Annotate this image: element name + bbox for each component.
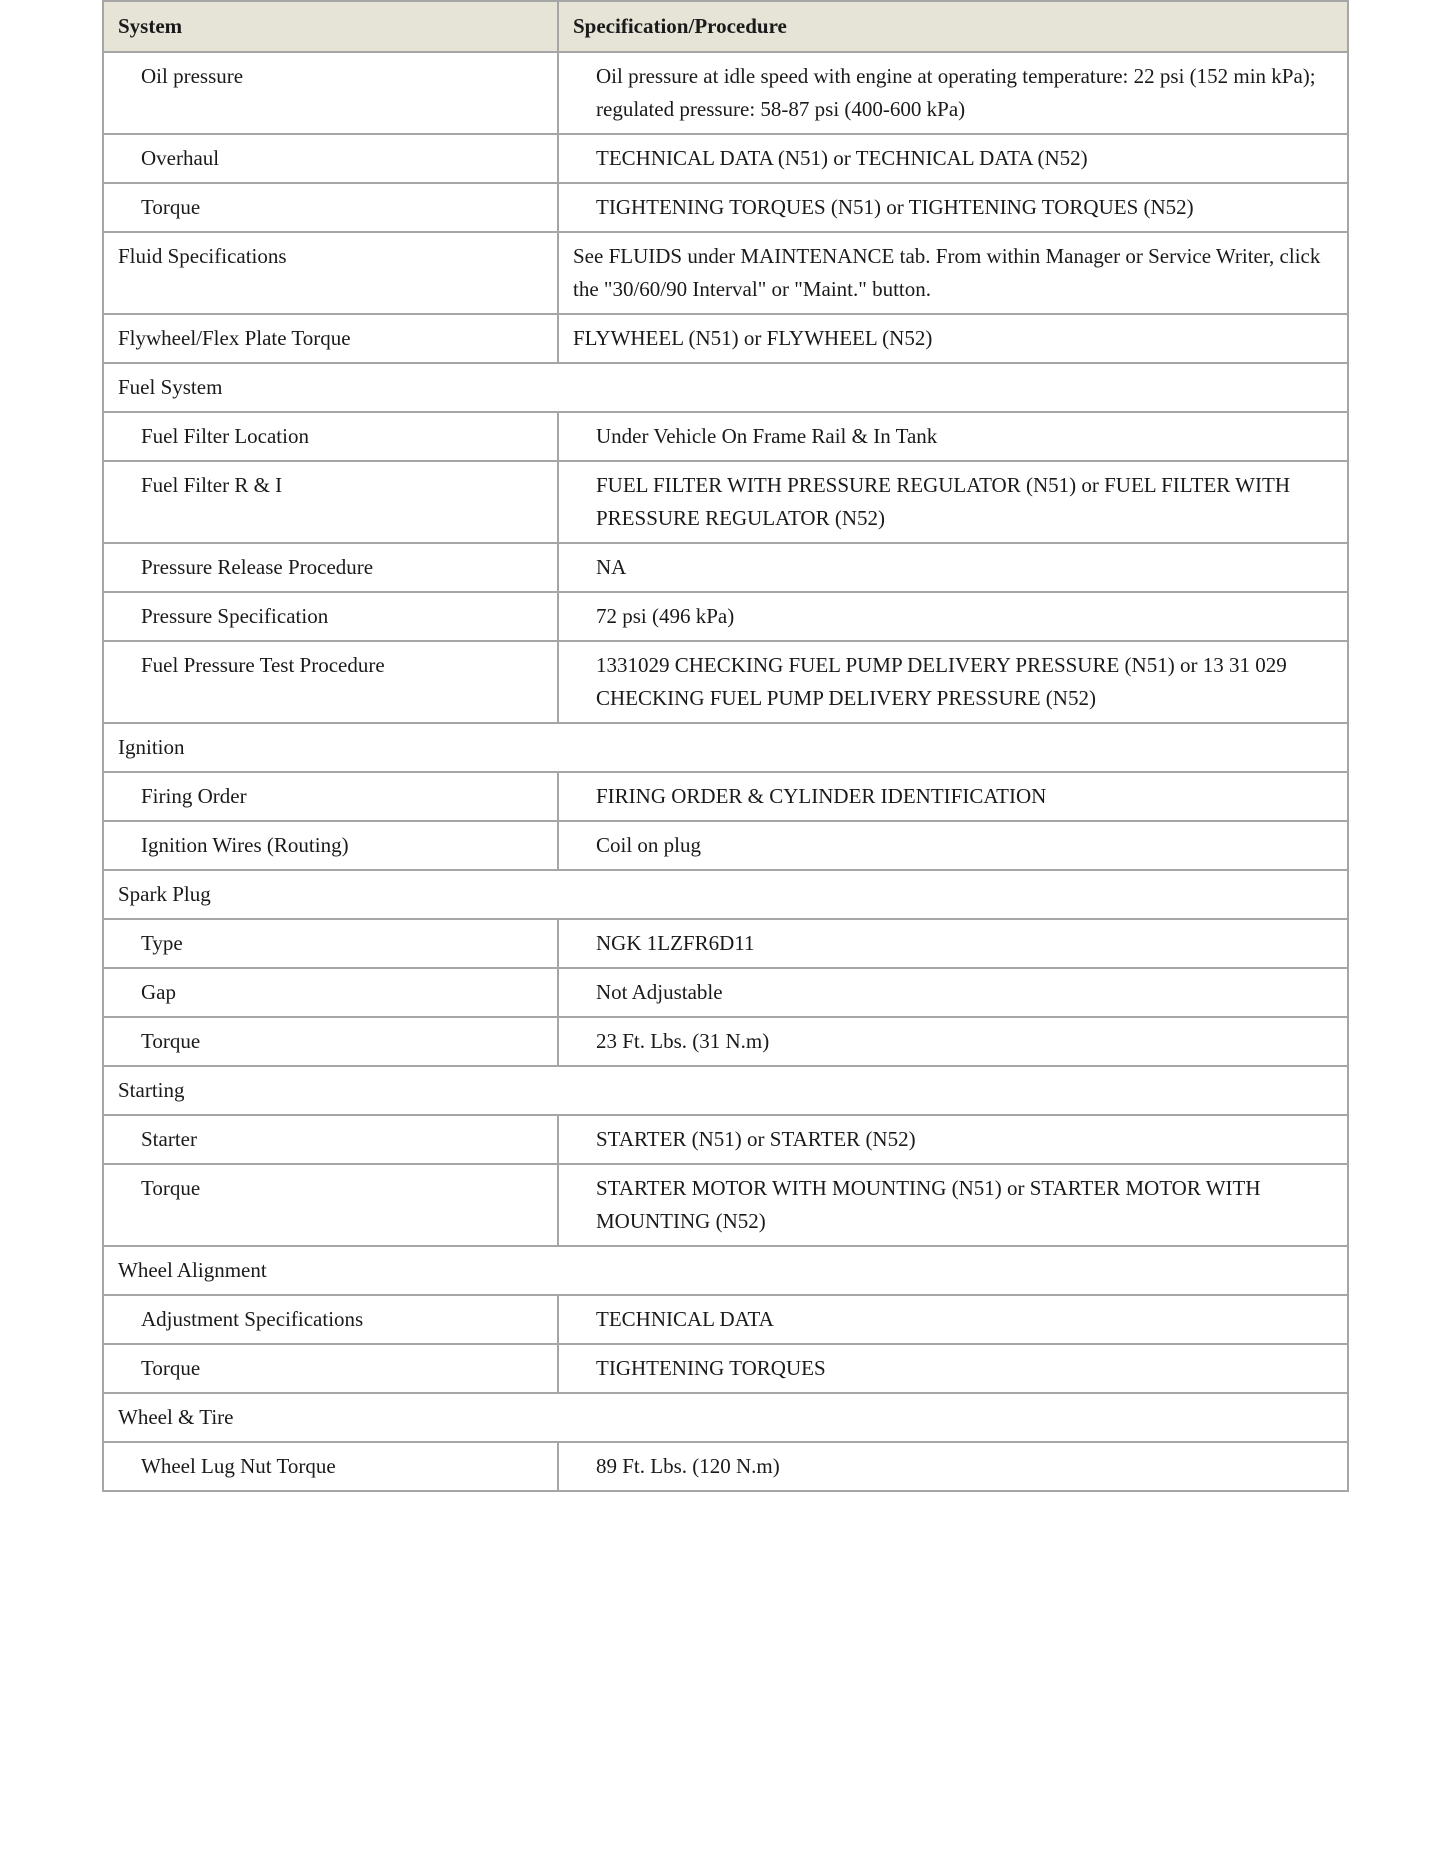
table-row bbox=[103, 821, 1348, 870]
section-heading: Wheel & Tire bbox=[103, 1393, 1348, 1442]
system-cell: Pressure Specification bbox=[103, 592, 558, 641]
section-row bbox=[103, 1066, 1348, 1115]
system-cell: Type bbox=[103, 919, 558, 968]
spec-cell: STARTER (N51) or STARTER (N52) bbox=[558, 1115, 1348, 1164]
table-row bbox=[103, 592, 1348, 641]
table-row bbox=[103, 1442, 1348, 1491]
spec-cell: Oil pressure at idle speed with engine at operating temperature: 22 psi (152 min kPa); regulated pressure: 58-87 psi (400-600 kPa) bbox=[558, 52, 1348, 134]
system-cell: Torque bbox=[103, 183, 558, 232]
system-cell: Fluid Specifications bbox=[103, 232, 558, 314]
table-row bbox=[103, 183, 1348, 232]
spec-cell: FIRING ORDER & CYLINDER IDENTIFICATION bbox=[558, 772, 1348, 821]
system-cell: Fuel Pressure Test Procedure bbox=[103, 641, 558, 723]
spec-cell: FLYWHEEL (N51) or FLYWHEEL (N52) bbox=[558, 314, 1348, 363]
section-heading: Ignition bbox=[103, 723, 1348, 772]
section-row bbox=[103, 870, 1348, 919]
table-row bbox=[103, 412, 1348, 461]
spec-cell: TIGHTENING TORQUES (N51) or TIGHTENING TORQUES (N52) bbox=[558, 183, 1348, 232]
spec-cell: TECHNICAL DATA (N51) or TECHNICAL DATA (N52) bbox=[558, 134, 1348, 183]
system-cell: Fuel Filter Location bbox=[103, 412, 558, 461]
table-row bbox=[103, 772, 1348, 821]
system-cell: Flywheel/Flex Plate Torque bbox=[103, 314, 558, 363]
spec-cell: FUEL FILTER WITH PRESSURE REGULATOR (N51) or FUEL FILTER WITH PRESSURE REGULATOR (N52) bbox=[558, 461, 1348, 543]
section-heading: Spark Plug bbox=[103, 870, 1348, 919]
table-row bbox=[103, 543, 1348, 592]
section-row bbox=[103, 1246, 1348, 1295]
system-cell: Torque bbox=[103, 1344, 558, 1393]
system-cell: Gap bbox=[103, 968, 558, 1017]
section-row bbox=[103, 723, 1348, 772]
system-cell: Firing Order bbox=[103, 772, 558, 821]
system-cell: Pressure Release Procedure bbox=[103, 543, 558, 592]
table-row bbox=[103, 641, 1348, 723]
table-row bbox=[103, 52, 1348, 134]
table-row bbox=[103, 968, 1348, 1017]
system-cell: Torque bbox=[103, 1164, 558, 1246]
spec-cell: 23 Ft. Lbs. (31 N.m) bbox=[558, 1017, 1348, 1066]
system-cell: Starter bbox=[103, 1115, 558, 1164]
spec-cell: NGK 1LZFR6D11 bbox=[558, 919, 1348, 968]
spec-cell: Not Adjustable bbox=[558, 968, 1348, 1017]
specification-table bbox=[102, 0, 1349, 1492]
spec-cell: STARTER MOTOR WITH MOUNTING (N51) or STARTER MOTOR WITH MOUNTING (N52) bbox=[558, 1164, 1348, 1246]
table-row bbox=[103, 1344, 1348, 1393]
spec-cell: TIGHTENING TORQUES bbox=[558, 1344, 1348, 1393]
system-cell: Torque bbox=[103, 1017, 558, 1066]
table-header bbox=[103, 1, 1348, 52]
table-row bbox=[103, 919, 1348, 968]
table-row bbox=[103, 461, 1348, 543]
spec-cell: 1331029 CHECKING FUEL PUMP DELIVERY PRESSURE (N51) or 13 31 029 CHECKING FUEL PUMP DELIVERY PRESSURE (N52) bbox=[558, 641, 1348, 723]
table-row bbox=[103, 1295, 1348, 1344]
spec-cell: Coil on plug bbox=[558, 821, 1348, 870]
spec-cell: See FLUIDS under MAINTENANCE tab. From within Manager or Service Writer, click the "30/60/90 Interval" or "Maint." button. bbox=[558, 232, 1348, 314]
table-row bbox=[103, 134, 1348, 183]
table-row bbox=[103, 1164, 1348, 1246]
header-system: System bbox=[103, 1, 558, 52]
spec-cell: 89 Ft. Lbs. (120 N.m) bbox=[558, 1442, 1348, 1491]
spec-cell: NA bbox=[558, 543, 1348, 592]
section-heading: Wheel Alignment bbox=[103, 1246, 1348, 1295]
header-row bbox=[103, 1, 1348, 52]
system-cell: Wheel Lug Nut Torque bbox=[103, 1442, 558, 1491]
section-heading: Fuel System bbox=[103, 363, 1348, 412]
system-cell: Fuel Filter R & I bbox=[103, 461, 558, 543]
system-cell: Oil pressure bbox=[103, 52, 558, 134]
spec-cell: 72 psi (496 kPa) bbox=[558, 592, 1348, 641]
table-row bbox=[103, 314, 1348, 363]
table-row bbox=[103, 1017, 1348, 1066]
header-spec: Specification/Procedure bbox=[558, 1, 1348, 52]
section-row bbox=[103, 363, 1348, 412]
section-row bbox=[103, 1393, 1348, 1442]
table-row bbox=[103, 232, 1348, 314]
spec-cell: Under Vehicle On Frame Rail & In Tank bbox=[558, 412, 1348, 461]
table-row bbox=[103, 1115, 1348, 1164]
system-cell: Overhaul bbox=[103, 134, 558, 183]
system-cell: Adjustment Specifications bbox=[103, 1295, 558, 1344]
table-body bbox=[103, 52, 1348, 1491]
spec-cell: TECHNICAL DATA bbox=[558, 1295, 1348, 1344]
section-heading: Starting bbox=[103, 1066, 1348, 1115]
system-cell: Ignition Wires (Routing) bbox=[103, 821, 558, 870]
